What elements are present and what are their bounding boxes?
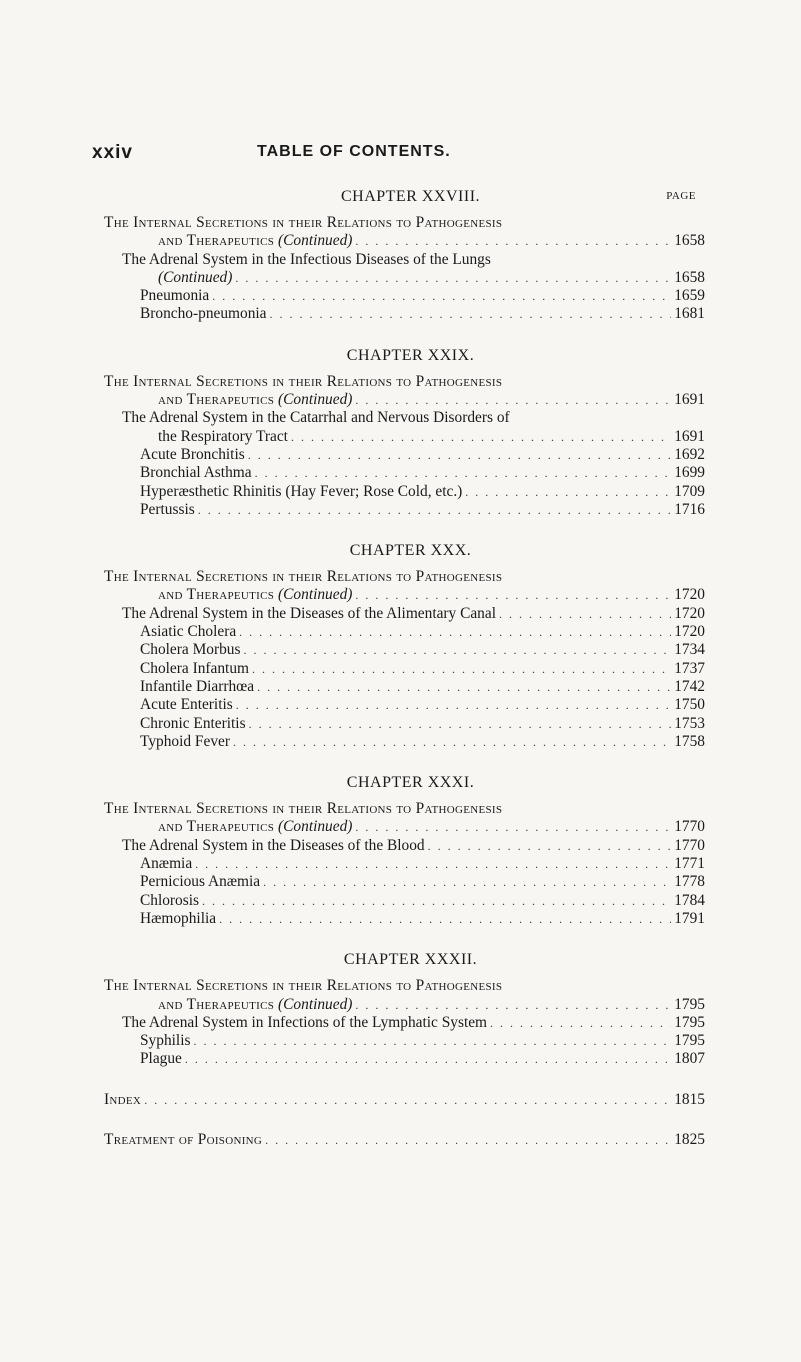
toc-entry[interactable]: and Therapeutics (Continued) . . . 1795 — [158, 996, 705, 1014]
toc-page: 1771 — [674, 855, 705, 873]
toc-page: 1659 — [674, 287, 705, 305]
chapter-title: The Internal Secretions in their Relations to Pathogenesis — [104, 977, 503, 995]
toc-entry[interactable]: Broncho-pneumonia . . . 1681 — [140, 305, 705, 323]
toc-page: 1681 — [674, 305, 705, 323]
toc-page: 1795 — [674, 1013, 705, 1031]
toc-entry[interactable]: Pertussis . . . 1716 — [140, 501, 705, 519]
running-header — [0, 142, 801, 172]
toc-entry[interactable]: Hæmophilia . . . 1791 — [140, 910, 705, 928]
toc-entry[interactable]: Infantile Diarrhœa . . . 1742 — [140, 678, 705, 696]
chapter-heading: CHAPTER XXX. — [349, 542, 472, 560]
toc-entry[interactable]: and Therapeutics (Continued) . . . 1770 — [158, 818, 705, 836]
chapter-heading: CHAPTER XXXI. — [346, 774, 475, 792]
toc-entry[interactable]: Cholera Morbus . . . 1734 — [140, 641, 705, 659]
toc-entry[interactable]: Acute Enteritis . . . 1750 — [140, 696, 705, 714]
toc-entry-index[interactable]: Index . . . 1815 — [104, 1091, 705, 1109]
toc-page: 1784 — [674, 891, 705, 909]
toc-page: 1807 — [674, 1050, 705, 1068]
toc-page: 1658 — [674, 232, 705, 250]
chapter-title: The Internal Secretions in their Relations to Pathogenesis — [104, 372, 503, 390]
chapter-title: The Internal Secretions in their Relations to Pathogenesis — [104, 568, 503, 586]
chapter-xxviii — [0, 188, 801, 324]
toc-page: 1750 — [674, 696, 705, 714]
chapter-heading: CHAPTER XXXII. — [343, 951, 478, 969]
toc-entry[interactable]: (Continued) . . . 1658 — [158, 269, 705, 287]
toc-entry[interactable]: Anæmia . . . 1771 — [140, 855, 705, 873]
toc-page: 1691 — [674, 391, 705, 409]
toc-page: 1770 — [674, 836, 705, 854]
toc-page: 1734 — [674, 641, 705, 659]
toc-page: 1770 — [674, 818, 705, 836]
toc-entry[interactable]: the Respiratory Tract . . . 1691 — [158, 428, 705, 446]
toc-page: 1716 — [674, 500, 705, 518]
toc-page: 1720 — [674, 623, 705, 641]
toc-entry[interactable]: Pernicious Anæmia . . . 1778 — [140, 873, 705, 891]
toc-page: 1720 — [674, 586, 705, 604]
toc-page: 1742 — [674, 677, 705, 695]
toc-page: 1720 — [674, 604, 705, 622]
toc-entry[interactable]: Bronchial Asthma . . . 1699 — [140, 464, 705, 482]
table-of-contents — [0, 188, 801, 1149]
toc-entry[interactable]: The Adrenal System in the Diseases of the Blood . . . 1770 — [122, 837, 705, 855]
toc-entry[interactable]: Acute Bronchitis . . . 1692 — [140, 446, 705, 464]
toc-page: 1737 — [674, 659, 705, 677]
section-title: The Adrenal System in the Infectious Diseases of the Lungs — [122, 250, 491, 268]
chapter-title: The Internal Secretions in their Relations to Pathogenesis — [104, 214, 503, 231]
running-title: TABLE OF CONTENTS. — [257, 143, 451, 160]
section-title: The Adrenal System in the Catarrhal and Nervous Disorders of — [122, 409, 510, 427]
chapter-xxix — [0, 347, 801, 519]
toc-entry[interactable]: Chronic Enteritis . . . 1753 — [140, 715, 705, 733]
toc-page: 1692 — [674, 445, 705, 463]
chapter-heading: CHAPTER XXVIII. — [340, 188, 481, 205]
page-number: xxiv — [92, 142, 133, 163]
toc-entry[interactable]: Pneumonia . . . 1659 — [140, 287, 705, 305]
toc-page: 1753 — [674, 714, 705, 732]
chapter-xxxii — [0, 951, 801, 1068]
toc-entry[interactable]: and Therapeutics (Continued) . . . 1720 — [158, 586, 705, 604]
toc-page: 1825 — [674, 1130, 705, 1148]
toc-entry[interactable]: Hyperæsthetic Rhinitis (Hay Fever; Rose Cold, etc.) . . . 1709 — [140, 483, 705, 501]
toc-page: 1699 — [674, 464, 705, 482]
toc-entry[interactable]: Syphilis . . . 1795 — [140, 1032, 705, 1050]
chapter-title: The Internal Secretions in their Relations to Pathogenesis — [104, 800, 503, 818]
toc-entry[interactable]: and Therapeutics (Continued) . . . 1658 — [158, 232, 705, 250]
chapter-heading: CHAPTER XXIX. — [346, 346, 475, 364]
toc-page: 1795 — [674, 995, 705, 1013]
toc-page: 1691 — [674, 427, 705, 445]
toc-page: 1758 — [674, 732, 705, 750]
toc-entry[interactable]: The Adrenal System in Infections of the Lymphatic System . . . 1795 — [122, 1014, 705, 1032]
toc-entry[interactable]: Cholera Infantum . . . 1737 — [140, 660, 705, 678]
toc-entry[interactable]: Asiatic Cholera . . . 1720 — [140, 623, 705, 641]
toc-page: 1709 — [674, 482, 705, 500]
toc-entry[interactable]: The Adrenal System in the Diseases of the Alimentary Canal . . . 1720 — [122, 605, 705, 623]
toc-page: 1658 — [674, 268, 705, 286]
toc-page: 1778 — [674, 873, 705, 891]
toc-page: 1815 — [674, 1090, 705, 1108]
chapter-xxx — [0, 542, 801, 751]
toc-page: 1795 — [674, 1032, 705, 1050]
chapter-xxxi — [0, 774, 801, 928]
toc-entry[interactable]: Typhoid Fever . . . 1758 — [140, 733, 705, 751]
page-column-label: PAGE — [666, 190, 696, 202]
toc-entry[interactable]: Chlorosis . . . 1784 — [140, 892, 705, 910]
toc-entry-treatment-of-poisoning[interactable]: Treatment of Poisoning . . . 1825 — [104, 1131, 705, 1149]
toc-entry[interactable]: Plague . . . 1807 — [140, 1050, 705, 1068]
toc-entry[interactable]: and Therapeutics (Continued) . . . 1691 — [158, 391, 705, 409]
toc-page: 1791 — [674, 909, 705, 927]
